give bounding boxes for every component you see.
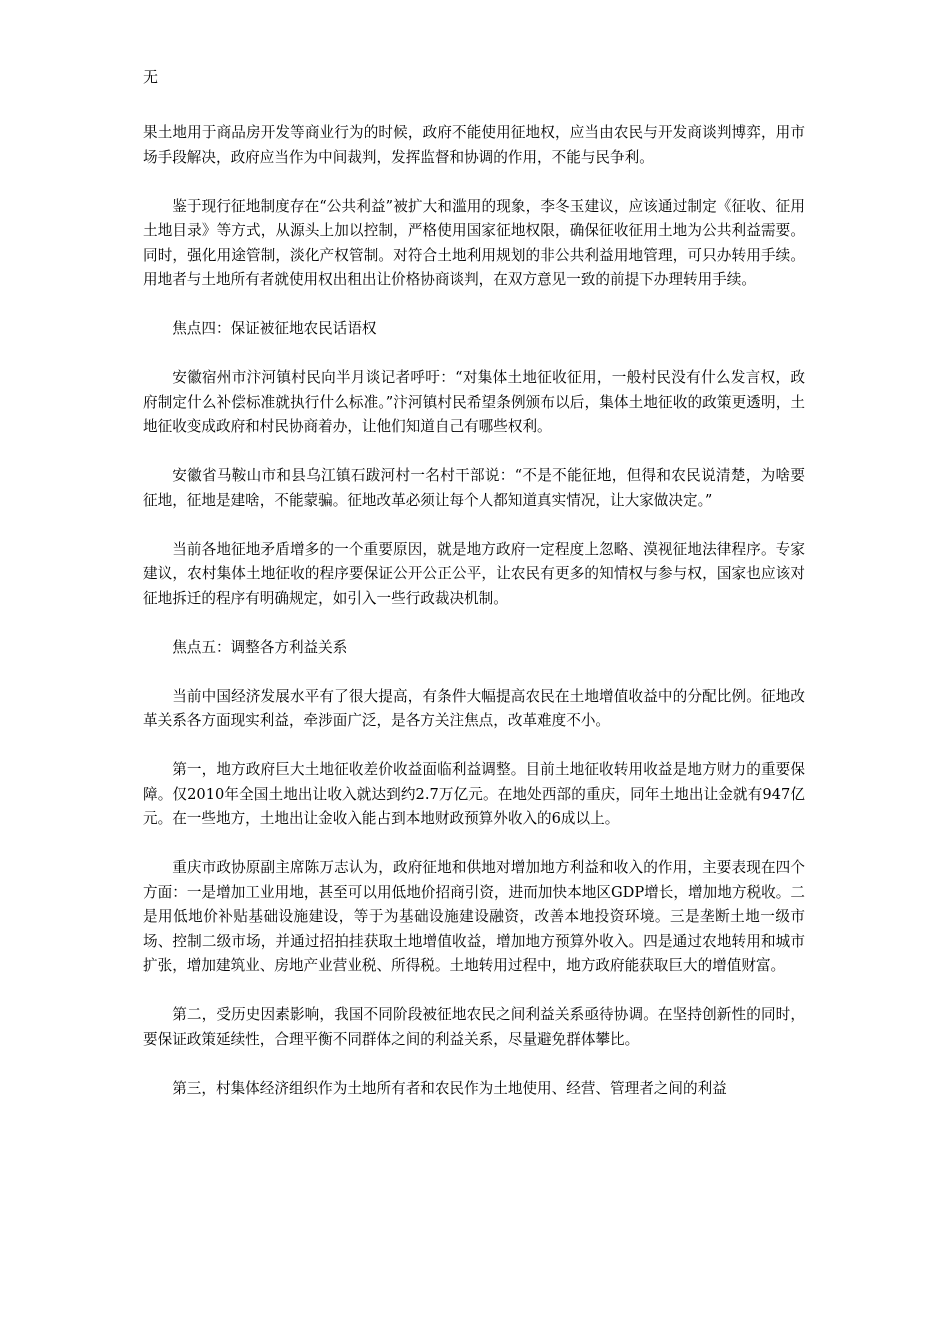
document-body bbox=[143, 121, 805, 1126]
paragraph: 第一，地方政府巨大土地征收差价收益面临利益调整。目前土地征收转用收益是地方财力的重要保障。仅2010年全国土地出让收入就达到约2.7万亿元。在地处西部的重庆，同年土地出让金就有947亿元。在一些地方，土地出让金收入能占到本地财政预算外收入的6成以上。 bbox=[143, 761, 805, 827]
paragraph: 安徽省马鞍山市和县乌江镇石跋河村一名村干部说：“不是不能征地，但得和农民说清楚，为啥要征地，征地是建啥，不能蒙骗。征地改革必须让每个人都知道真实情况，让大家做决定。” bbox=[143, 467, 805, 509]
section-heading: 焦点四：保证被征地农民话语权 bbox=[172, 320, 377, 337]
section-heading: 焦点五：调整各方利益关系 bbox=[172, 638, 348, 656]
page-header: 无 bbox=[143, 68, 159, 86]
paragraph: 当前各地征地矛盾增多的一个重要原因，就是地方政府一定程度上忽略、漠视征地法律程序。专家建议，农村集体土地征收的程序要保证公开公正公平，让农民有更多的知情权与参与权，国家也应该对征地拆迁的程序有明确规定，如引入一些行政裁决机制。 bbox=[143, 540, 805, 607]
paragraph: 重庆市政协原副主席陈万志认为，政府征地和供地对增加地方利益和收入的作用，主要表现在四个方面：一是增加工业用地，甚至可以用低地价招商引资，进而加快本地区GDP增长，增加地方税收。二是用低地价补贴基础设施建设，等于为基础设施建设融资，改善本地投资环境。三是垄断土地一级市场、控制二级市场，并通过招拍挂获取土地增值收益，增加地方预算外收入。四是通过农地转用和城市扩张，增加建筑业、房地产业营业税、所得税。土地转用过程中，地方政府能获取巨大的增值财富。 bbox=[143, 859, 805, 974]
paragraph: 当前中国经济发展水平有了很大提高，有条件大幅提高农民在土地增值收益中的分配比例。征地改革关系各方面现实利益，牵涉面广泛，是各方关注焦点，改革难度不小。 bbox=[143, 687, 805, 729]
paragraph: 果土地用于商品房开发等商业行为的时候，政府不能使用征地权，应当由农民与开发商谈判博弈，用市场手段解决，政府应当作为中间裁判，发挥监督和协调的作用，不能与民争利。 bbox=[143, 124, 805, 166]
paragraph: 第三，村集体经济组织作为土地所有者和农民作为土地使用、经营、管理者之间的利益 bbox=[172, 1079, 727, 1097]
paragraph: 鉴于现行征地制度存在“公共利益”被扩大和滥用的现象，李冬玉建议，应该通过制定《征收、征用土地目录》等方式，从源头上加以控制，严格使用国家征地权限，确保征收征用土地为公共利益需要。同时，强化用途管制，淡化产权管制。对符合土地利用规划的非公共利益用地管理，可只办转用手续。用地者与土地所有者就使用权出租出让价格协商谈判，在双方意见一致的前提下办理转用手续。 bbox=[143, 197, 805, 288]
paragraph: 安徽宿州市汴河镇村民向半月谈记者呼吁：“对集体土地征收征用，一般村民没有什么发言权，政府制定什么补偿标准就执行什么标准。”汴河镇村民希望条例颁布以后，集体土地征收的政策更透明，土地征收变成政府和村民协商着办，让他们知道自己有哪些权利。 bbox=[143, 369, 805, 435]
paragraph: 第二，受历史因素影响，我国不同阶段被征地农民之间利益关系亟待协调。在坚持创新性的同时，要保证政策延续性，合理平衡不同群体之间的利益关系，尽量避免群体攀比。 bbox=[143, 1006, 805, 1048]
